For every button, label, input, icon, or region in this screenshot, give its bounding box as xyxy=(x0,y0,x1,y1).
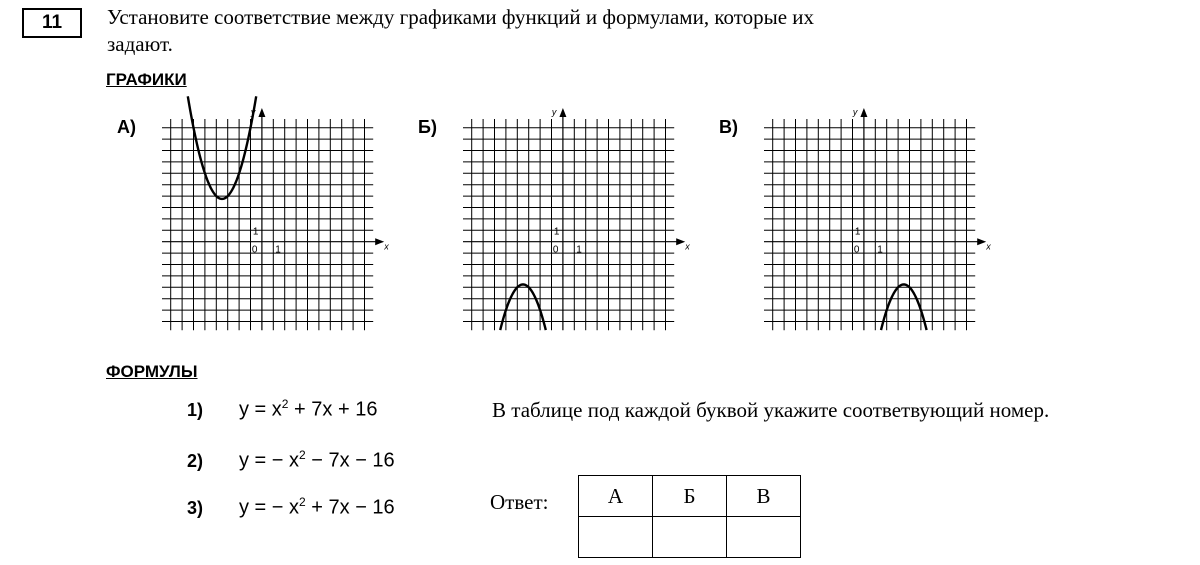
formula-2-text: y = − $x^2 - 7x - 16$ xyxy=(239,448,395,472)
formula-2 xyxy=(187,448,395,478)
x-axis-label: x xyxy=(986,241,991,252)
tick-label-y: 1 xyxy=(252,226,259,238)
answer-header-c: В xyxy=(727,476,801,517)
formula-1 xyxy=(187,397,377,427)
instruction-text: В таблице под каждой буквой укажите соответвующий номер. xyxy=(492,398,1050,422)
tick-label-origin: 0 xyxy=(853,244,860,256)
task-number-box xyxy=(22,8,82,38)
y-axis-label: y xyxy=(250,107,256,117)
parabola-curve-b xyxy=(500,284,546,330)
y-axis-label: y xyxy=(551,107,557,117)
answer-cell-a[interactable] xyxy=(579,517,653,558)
x-axis-arrow xyxy=(375,238,384,245)
graph-a-label: А) xyxy=(117,117,136,137)
graph-a xyxy=(155,107,389,332)
tick-label-origin: 0 xyxy=(552,244,559,256)
tick-label-origin: 0 xyxy=(251,244,258,256)
x-axis-arrow xyxy=(977,238,986,245)
formula-2-number: 2) xyxy=(187,450,204,471)
answer-cell-b[interactable] xyxy=(653,517,727,558)
answer-input-row xyxy=(579,517,801,558)
x-axis-label: x xyxy=(384,241,389,252)
parabola-curve-c xyxy=(881,284,927,330)
formula-1-text: $y = x^2 + 7x + 16$ xyxy=(239,397,378,421)
answer-label: Ответ: xyxy=(490,490,549,514)
formula-3 xyxy=(187,495,395,525)
question-line-2: задают. xyxy=(107,32,173,56)
task-number: 11 xyxy=(41,12,63,33)
tick-label-y: 1 xyxy=(854,226,861,238)
parabola-curve-a xyxy=(188,96,256,199)
graph-b-label: Б) xyxy=(418,117,437,137)
answer-header-b: Б xyxy=(653,476,727,517)
tick-label-x: 1 xyxy=(877,244,883,256)
y-axis-arrow xyxy=(860,108,867,117)
tick-label-x: 1 xyxy=(576,244,582,256)
x-axis-label: x xyxy=(685,241,690,252)
y-axis-arrow xyxy=(258,108,265,117)
graph-b xyxy=(456,107,690,332)
formula-1-number: 1) xyxy=(187,399,204,420)
y-axis-arrow xyxy=(559,108,566,117)
formula-3-number: 3) xyxy=(187,497,204,518)
formula-3-text: y = − $x^2 + 7x - 16$ xyxy=(239,495,395,519)
graph-c xyxy=(757,107,991,332)
tick-label-x: 1 xyxy=(275,244,281,256)
answer-header-row xyxy=(579,476,801,517)
formulas-section-title: ФОРМУЛЫ xyxy=(106,362,198,381)
answer-table xyxy=(578,475,801,558)
graph-c-label: В) xyxy=(719,117,738,137)
answer-cell-c[interactable] xyxy=(727,517,801,558)
x-axis-arrow xyxy=(676,238,685,245)
graphs-section-title: ГРАФИКИ xyxy=(106,70,187,89)
answer-header-a: А xyxy=(579,476,653,517)
tick-label-y: 1 xyxy=(553,226,560,238)
y-axis-label: y xyxy=(852,107,858,117)
question-text xyxy=(107,4,1007,58)
question-line-1: Установите соответствие между графиками функций и формулами, которые их xyxy=(107,5,815,29)
